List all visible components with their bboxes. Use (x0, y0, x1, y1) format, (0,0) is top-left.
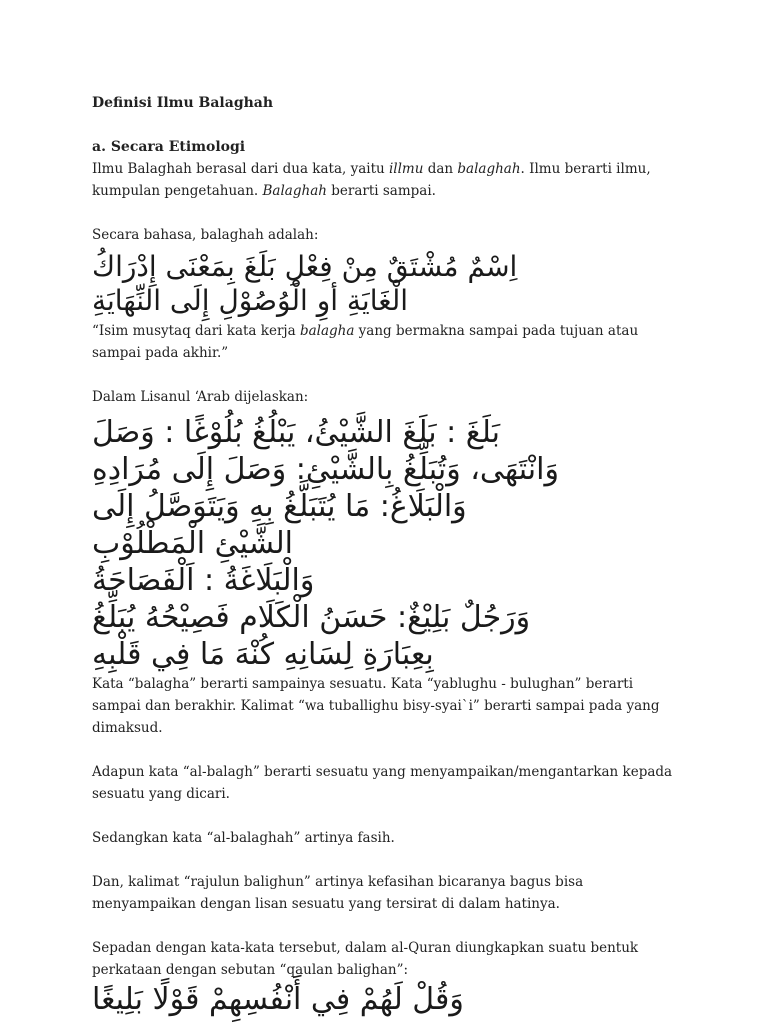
paragraph-translation (92, 320, 680, 364)
paragraph-etymology (92, 158, 680, 202)
arabic-line: وَالْبَلَاغَةُ : اَلْفَصَاحَةُ (92, 563, 315, 598)
document-page (92, 92, 680, 1018)
arabic-line: وَرَجُلٌ بَلِيْغٌ: حَسَنُ الْكَلَام فَصِيْحُهُ يُبَلِّغُ (92, 600, 531, 635)
text-run: yang bermakna sampai pada tujuan atau sampai pada akhir.” (92, 323, 639, 361)
italic-term: balagha (299, 323, 355, 339)
paragraph-al-balagh: Adapun kata “al-balagh” berarti sesuatu yang menyampaikan/mengantarkan kepada sesuatu yang dicari. (92, 764, 673, 802)
paragraph-balagha-meaning: Kata “balagha” berarti sampainya sesuatu. Kata “yablughu - bulughan” berarti sampai dan berakhir. Kalimat “wa tuballighu bisy-syai`i” berarti sampai pada yang dimaksud. (92, 676, 660, 736)
italic-term: balaghah (457, 161, 521, 177)
arabic-line: بَلَغَ : بَلَغَ الشَّيْئُ، يَبْلُغُ بُلُوْغًا : وَصَلَ (92, 415, 501, 450)
text-run: dan (423, 161, 458, 177)
text-run: . Ilmu berarti ilmu, kumpulan pengetahuan. (92, 161, 651, 199)
paragraph-quran: Sepadan dengan kata-kata tersebut, dalam al-Quran diungkapkan suatu bentuk perkataan dengan sebutan “qaulan balighan”: (92, 940, 639, 978)
arabic-line: اِسْمٌ مُشْتَقٌ مِنْ فِعْلِ بَلَغَ بِمَعْنَى إِدْرَاكُ (92, 250, 518, 283)
document-title: Definisi Ilmu Balaghah (92, 95, 274, 111)
text-run: berarti sampai. (326, 183, 436, 199)
paragraph-lisanul-arab: Dalam Lisanul ‘Arab dijelaskan: (92, 389, 309, 405)
text-run: Ilmu Balaghah berasal dari dua kata, yaitu (92, 161, 389, 177)
arabic-line: وَانْتَهَى، وَتُبَلِّغُ بِالشَّيْئِ: وَصَلَ إِلَى مُرَادِهِ (92, 452, 559, 487)
arabic-quran-verse: وَقُلْ لَهُمْ فِي أَنْفُسِهِمْ قَوْلًا بَلِيغًا (92, 982, 464, 1017)
paragraph-al-balaghah: Sedangkan kata “al-balaghah” artinya fasih. (92, 830, 395, 846)
arabic-line: الْغَايَةِ أوِ الْوُصُوْلِ إِلَى النِّهَايَةِ (92, 284, 409, 317)
paragraph-bahasa: Secara bahasa, balaghah adalah: (92, 227, 319, 243)
text-run: “Isim musytaq dari kata kerja (92, 323, 300, 339)
arabic-line: وَالْبَلَاغُ: مَا يُتَبَلَّغُ بِهِ وَيَتَوَصَّلُ إِلَى (92, 489, 467, 524)
italic-term: illmu (388, 161, 424, 177)
arabic-line: بِعِبَارَةِ لِسَانِهِ كُنْهَ مَا فِي قَلْبِهِ (92, 637, 434, 672)
italic-term: Balaghah (262, 183, 327, 199)
section-heading: a. Secara Etimologi (92, 139, 246, 155)
arabic-line: الشَّيْئِ الْمَطْلُوْبِ (92, 526, 293, 561)
arabic-block-2 (92, 414, 680, 673)
arabic-block-1 (92, 250, 680, 318)
paragraph-rajulun-balighun: Dan, kalimat “rajulun balighun” artinya kefasihan bicaranya bagus bisa menyampaikan dengan lisan sesuatu yang tersirat di dalam hatinya. (92, 874, 584, 912)
